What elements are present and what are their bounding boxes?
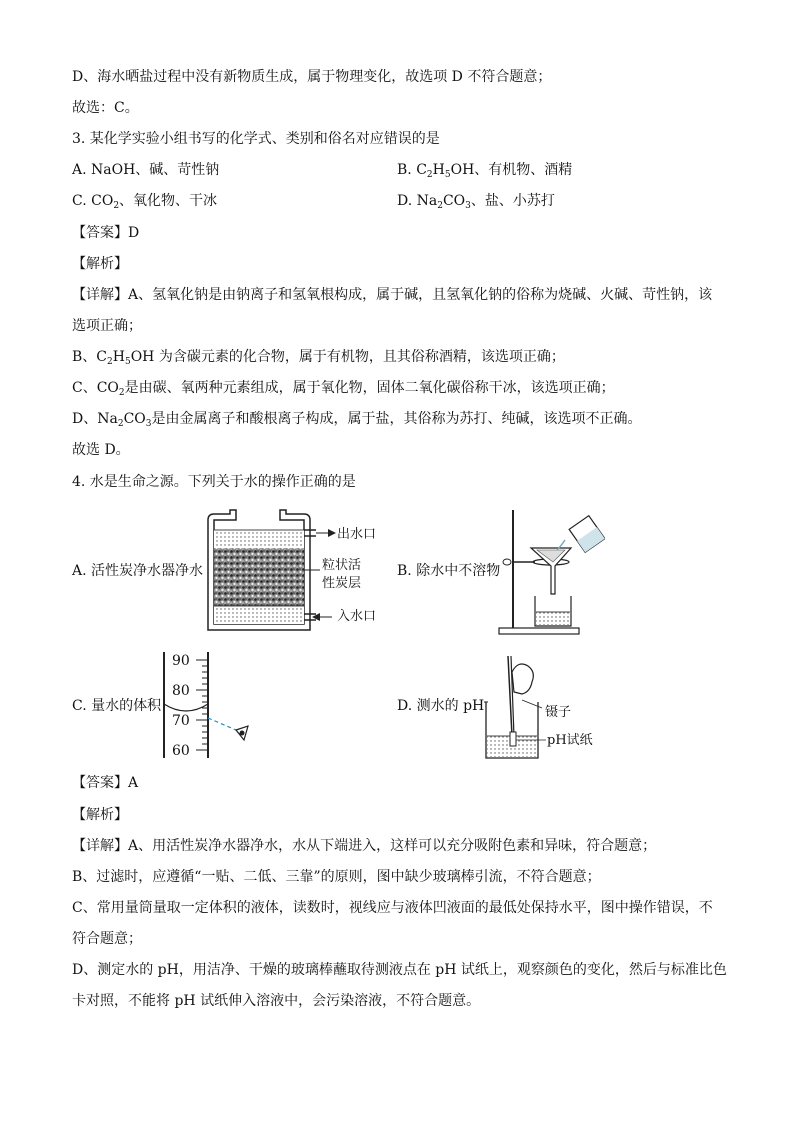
tweezers-label: 镊子 bbox=[545, 705, 572, 720]
q3-answer: 【答案】D bbox=[72, 225, 140, 241]
outlet-label: 出水口 bbox=[337, 527, 377, 542]
q3-choose: 故选 D。 bbox=[72, 442, 130, 458]
question-4-title: 4. 水是生命之源。下列关于水的操作正确的是 bbox=[72, 474, 356, 490]
q3-option-a: A. NaOH、碱、苛性钠 bbox=[72, 162, 220, 178]
inlet-label: 入水口 bbox=[337, 609, 377, 624]
tick-70: 70 bbox=[172, 713, 190, 729]
tick-90: 90 bbox=[172, 653, 190, 669]
q3-option-c: C. $CO_2$、氧化物、干冰 bbox=[72, 193, 218, 211]
question-3-title: 3. 某化学实验小组书写的化学式、类别和俗名对应错误的是 bbox=[72, 131, 440, 147]
q4-detail-c: C、常用量筒量取一定体积的液体，读数时，视线应与液体凹液面的最低处保持水平，图中操作错误，不 bbox=[72, 900, 713, 916]
q4-detail-a: 【详解】A、用活性炭净水器净水，水从下端进入，这样可以充分吸附色素和异味，符合题意； bbox=[72, 838, 657, 854]
q4-detail-d: D、测定水的 pH，用洁净、干燥的玻璃棒蘸取待测液点在 pH 试纸上，观察颜色的变化，然后与标准比色 bbox=[72, 962, 727, 978]
q4-detail-d-cont: 卡对照，不能将 pH 试纸伸入溶液中，会污染溶液，不符合题意。 bbox=[72, 993, 481, 1009]
carbon-label-2: 性炭层 bbox=[322, 576, 362, 591]
q4-option-d: D. 测水的 pH bbox=[397, 698, 485, 714]
q3-option-b: B. $C_2H_5OH$、有机物、酒精 bbox=[397, 162, 573, 180]
q4-option-c: C. 量水的体积 bbox=[72, 698, 162, 714]
tick-60: 60 bbox=[172, 743, 190, 759]
q4-answer: 【答案】A bbox=[72, 775, 139, 791]
q3-analysis-label: 【解析】 bbox=[72, 256, 128, 272]
q3-detail-b: B、$C_2H_5OH$ 为含碳元素的化合物，属于有机物，且其俗称酒精，该选项正确； bbox=[72, 349, 565, 367]
q3-detail-a-cont: 选项正确； bbox=[72, 318, 142, 334]
q4-option-a: A. 活性炭净水器净水 bbox=[72, 563, 204, 579]
q4-option-b: B. 除水中不溶物 bbox=[397, 563, 501, 579]
prev-choice: 故选：C。 bbox=[72, 100, 139, 116]
tick-80: 80 bbox=[172, 683, 190, 699]
q3-detail-c: C、$CO_2$是由碳、氧两种元素组成，属于氧化物，固体二氧化碳俗称干冰，该选项正确； bbox=[72, 380, 615, 398]
q3-detail-a: 【详解】A、氢氧化钠是由钠离子和氢氧根构成，属于碱，且氢氧化钠的俗称为烧碱、火碱、苛性钠，该 bbox=[72, 287, 713, 303]
q4-detail-b: B、过滤时，应遵循“一贴、二低、三靠”的原则，图中缺少玻璃棒引流，不符合题意； bbox=[72, 869, 601, 885]
q4-analysis-label: 【解析】 bbox=[72, 807, 128, 823]
ph-test-figure bbox=[482, 652, 546, 764]
ph-paper-label: pH试纸 bbox=[547, 733, 593, 748]
prev-answer-d: D、海水晒盐过程中没有新物质生成，属于物理变化，故选项 D 不符合题意； bbox=[72, 69, 552, 85]
q3-detail-d: D、$Na_2CO_3$是由金属离子和酸根离子构成，属于盐，其俗称为苏打、纯碱，该选项不正确。 bbox=[72, 411, 642, 429]
carbon-label-1: 粒状活 bbox=[322, 558, 362, 573]
q3-option-d: D. $Na_2CO_3$、盐、小苏打 bbox=[397, 193, 555, 211]
filtration-figure bbox=[495, 508, 605, 636]
q4-detail-c-cont: 符合题意； bbox=[72, 931, 142, 947]
